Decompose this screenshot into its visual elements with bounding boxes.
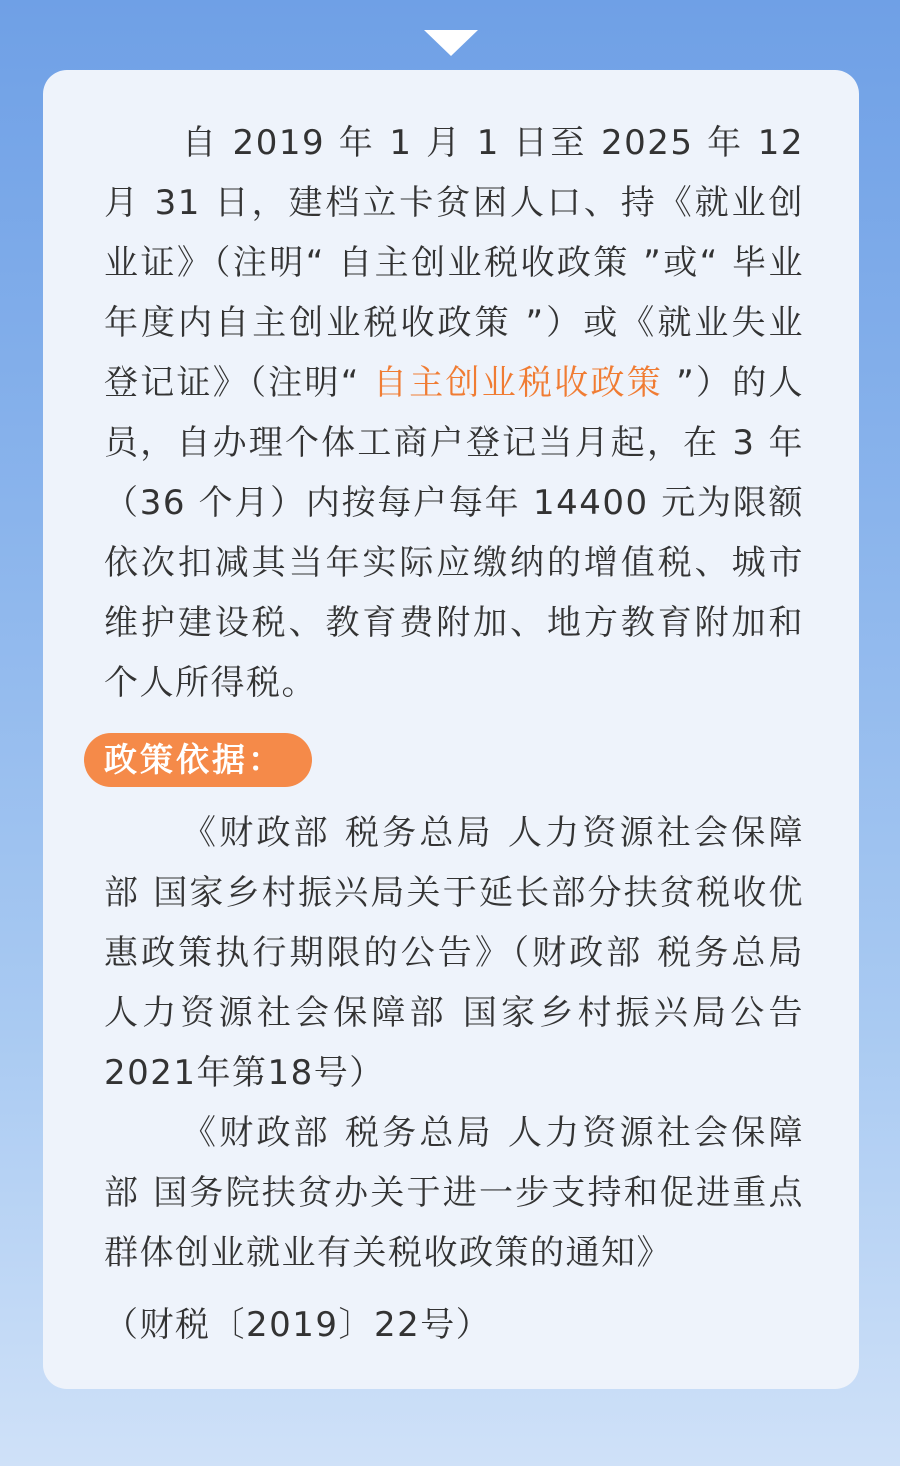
policy-basis-item-2: 《财政部 税务总局 人力资源社会保障部 国务院扶贫办关于进一步支持和促进重点群体创业就业有关税收政策的通知》 <box>104 1113 804 1273</box>
policy-text-before: 自 2019 年 1 月 1 日至 2025 年 12 月 31 日，建档立卡贫困人口、持《就业创业证》（注明“ 自主创业税收政策 ”或“ 毕业年度内自主创业税收政策 ”）或《就业失业登记证》（注明“ <box>104 123 804 403</box>
policy-basis-item-1: 《财政部 税务总局 人力资源社会保障部 国家乡村振兴局关于延长部分扶贫税收优惠政策执行期限的公告》（财政部 税务总局 人力资源社会保障部 国家乡村振兴局公告2021年第18号） <box>104 813 804 1093</box>
policy-description <box>104 113 804 713</box>
policy-text-after: ”）的人员，自办理个体工商户登记当月起，在 3 年（36 个月）内按每户每年 14400 元为限额依次扣减其当年实际应缴纳的增值税、城市维护建设税、教育费附加、地方教育附加和个人所得税。 <box>104 363 804 703</box>
triangle-down-icon <box>424 30 478 56</box>
policy-basis-badge: 政策依据： <box>84 733 312 787</box>
policy-basis-item-2-docno: （财税〔2019〕22号） <box>104 1305 492 1345</box>
policy-highlight: 自主创业税收政策 <box>372 363 664 403</box>
